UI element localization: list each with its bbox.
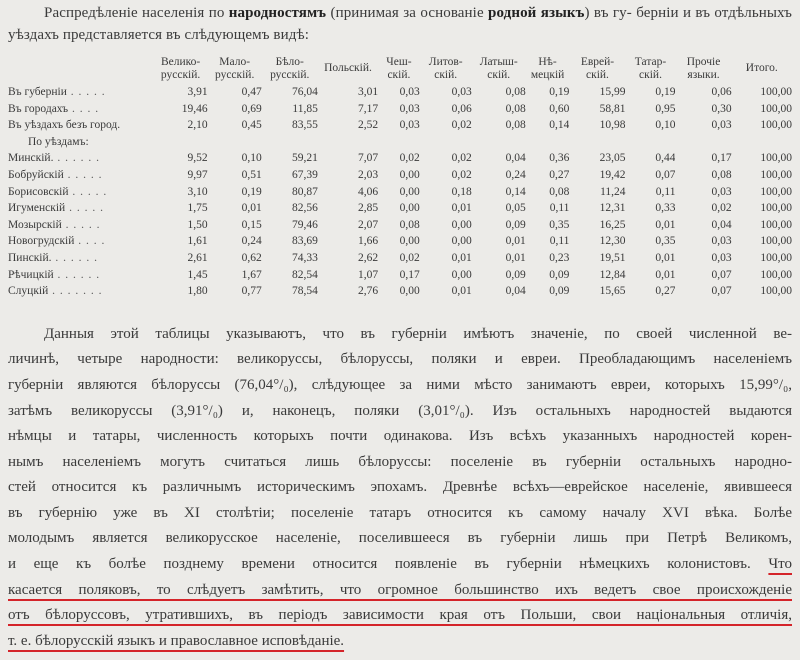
intro-text-line2: берніи и въ отдѣльныхъ уѣздахъ представляется въ слѣдующемъ видѣ: — [8, 5, 792, 43]
intro-text-2: (принимая за основаніе — [330, 5, 484, 21]
leader-dots: . . . . . . . — [48, 285, 103, 298]
table-cell: 0,00 — [451, 235, 472, 248]
text-line-content: молодымъ является великорусское населеніе, поселившееся въ губерніи лишь при Петрѣ Великомъ, — [8, 530, 792, 547]
column-header-line2: скій. — [434, 68, 458, 81]
text-line — [8, 501, 792, 527]
table-cell: 0,15 — [241, 218, 262, 231]
leader-dots: . . . . — [74, 235, 106, 248]
table-cell: 0,06 — [451, 102, 472, 115]
leader-dots: . . . . . . — [53, 268, 101, 281]
table-cell: 0,17 — [399, 268, 420, 281]
table-cell: 0,08 — [711, 168, 732, 181]
text-line — [8, 347, 792, 373]
row-label: Пинскій. — [8, 251, 52, 264]
table-cell: 12,84 — [599, 268, 626, 281]
leader-dots: . . . . . — [66, 86, 106, 98]
underlined-highlight: т. е. бѣлорусскій языкъ и православное исповѣданіе. — [8, 632, 345, 649]
row-label: Новогрудскій — [8, 235, 75, 248]
table-cell: 0,03 — [711, 235, 732, 248]
row-label-cell — [8, 250, 154, 267]
table-cell: 0,08 — [505, 86, 526, 98]
subheading-by-districts: По уѣздамъ: — [28, 135, 89, 148]
column-header — [526, 56, 570, 84]
table-cell: 12,30 — [599, 235, 626, 248]
text-line — [8, 322, 792, 348]
text-line-content: губерніи являются бѣлоруссы (76,04°/₀), слѣдующее за ними мѣсто занимаютъ евреи, которыхъ 15,99°/₀, — [8, 376, 792, 393]
column-header — [420, 56, 472, 84]
table-cell: 0,00 — [399, 235, 420, 248]
text-line — [8, 552, 792, 578]
table-cell: 0,11 — [549, 202, 570, 215]
table-cell: 0,04 — [711, 218, 732, 231]
leader-dots: . . . . . — [68, 185, 108, 198]
table-row — [8, 283, 792, 300]
row-label: Борисовскій — [8, 185, 69, 198]
table-cell: 78,54 — [291, 285, 318, 298]
table-cell: 0,08 — [549, 185, 570, 198]
column-header-line1: Мало- — [219, 56, 251, 68]
table-row — [8, 250, 792, 267]
row-label-cell — [8, 101, 154, 118]
table-cell: 2,85 — [358, 202, 379, 215]
table-cell: 100,00 — [760, 218, 792, 231]
table-cell: 11,85 — [292, 102, 318, 115]
leader-dots: . . . . . . — [51, 251, 99, 264]
intro-bold-nationalities: народностямъ — [228, 5, 327, 21]
table-cell: 0,03 — [399, 86, 420, 98]
table-cell: 0,08 — [505, 102, 526, 115]
table-cell: 0,03 — [399, 119, 420, 132]
table-cell: 100,00 — [760, 168, 792, 181]
table-cell: 0,03 — [711, 119, 732, 132]
row-label-cell — [8, 167, 154, 184]
table-cell: 67,39 — [291, 168, 318, 181]
table-cell: 2,03 — [358, 168, 379, 181]
table-cell: 0,01 — [655, 218, 676, 231]
table-cell: 0,01 — [451, 202, 472, 215]
table-cell: 0,01 — [451, 251, 472, 264]
table-cell: 0,11 — [549, 235, 570, 248]
table-cell: 7,17 — [358, 102, 379, 115]
column-header-line1: Литов- — [428, 56, 463, 68]
table-cell: 0,35 — [655, 235, 676, 248]
table-cell: 100,00 — [760, 185, 792, 198]
table-cell: 9,52 — [187, 152, 208, 165]
column-header — [208, 56, 262, 84]
table-cell: 76,04 — [291, 86, 318, 98]
table-cell: 0,17 — [711, 152, 732, 165]
table-cell: 0,10 — [655, 119, 676, 132]
text-line-content: личинѣ, четыре народности: великоруссы, бѣлоруссы, поляки и евреи. Преобладающимъ населеніемъ — [8, 351, 792, 368]
table-cell: 0,01 — [655, 268, 676, 281]
table-cell: 4,06 — [358, 185, 379, 198]
table-cell: 0,06 — [711, 86, 732, 98]
table-row — [8, 167, 792, 184]
row-label: Въ губерніи — [8, 86, 67, 98]
table-cell: 2,52 — [358, 119, 379, 132]
column-header-line1: Чеш- — [386, 56, 412, 68]
table-cell: 0,10 — [241, 152, 262, 165]
table-cell: 2,61 — [187, 251, 208, 264]
text-line-content: Данныя этой таблицы указываютъ, что въ губерніи имѣютъ значеніе, по своей численной ве- — [44, 325, 792, 342]
table-cell: 0,00 — [451, 268, 472, 281]
intro-paragraph — [8, 2, 792, 46]
leader-dots: . . . . . — [63, 168, 103, 181]
text-line — [8, 373, 792, 399]
column-header-line1: Татар- — [634, 56, 667, 68]
underlined-highlight: отъ бѣлоруссовъ, утратившихъ, въ періодъ зависимости края отъ Польши, свои національныя отличія, — [8, 607, 792, 624]
table-cell: 2,76 — [358, 285, 379, 298]
column-header-line2: языки. — [687, 68, 720, 81]
table-cell: 0,03 — [451, 86, 472, 98]
table-cell: 19,51 — [599, 251, 626, 264]
column-header — [378, 56, 420, 84]
leader-dots: . . . . . . — [53, 152, 100, 165]
table-cell: 0,30 — [711, 102, 732, 115]
table-cell: 82,56 — [291, 202, 318, 215]
table-cell: 100,00 — [760, 102, 792, 115]
table-cell: 0,33 — [655, 202, 676, 215]
table-cell: 0,19 — [549, 86, 570, 98]
table-cell: 12,31 — [599, 202, 626, 215]
table-cell: 100,00 — [760, 285, 792, 298]
row-label: Игуменскій — [8, 202, 66, 215]
column-header-line2: русскій. — [270, 68, 310, 81]
row-label: Рѣчицкій — [8, 268, 54, 281]
table-cell: 0,07 — [655, 168, 676, 181]
table-cell: 0,44 — [655, 152, 676, 165]
table-cell: 10,98 — [599, 119, 626, 132]
table-cell: 0,51 — [241, 168, 262, 181]
column-header-line1: Прочіе — [686, 56, 721, 68]
table-row — [8, 150, 792, 167]
table-cell: 0,01 — [505, 251, 526, 264]
table-cell: 0,60 — [549, 102, 570, 115]
row-label: Въ уѣздахъ безъ город. — [8, 119, 121, 132]
header-label-cell — [8, 56, 154, 84]
row-label: Въ городахъ — [8, 102, 69, 115]
table-cell: 0,00 — [399, 285, 420, 298]
table-cell: 0,18 — [451, 185, 472, 198]
table-cell: 0,00 — [399, 185, 420, 198]
table-cell: 1,66 — [358, 235, 379, 248]
table-cell: 0,14 — [549, 119, 570, 132]
text-line — [8, 399, 792, 425]
column-header-line2: русскій. — [160, 68, 201, 81]
table-row — [8, 117, 792, 134]
table-cell: 0,00 — [399, 168, 420, 181]
table-cell: 0,23 — [549, 251, 570, 264]
table-cell: 0,62 — [241, 251, 262, 264]
table-cell: 2,07 — [358, 218, 379, 231]
leader-dots: . . . . — [68, 102, 100, 115]
table-cell: 1,75 — [187, 202, 208, 215]
table-cell: 0,08 — [505, 119, 526, 132]
row-label-cell — [8, 217, 154, 234]
table-cell: 0,95 — [655, 102, 676, 115]
table-cell: 83,55 — [291, 119, 318, 132]
table-cell: 0,02 — [399, 251, 420, 264]
table-cell: 0,09 — [505, 218, 526, 231]
table-cell: 0,01 — [655, 251, 676, 264]
table-cell: 0,11 — [655, 185, 676, 198]
table-cell: 100,00 — [760, 86, 792, 98]
table-cell: 0,77 — [241, 285, 262, 298]
table-cell: 0,09 — [549, 285, 570, 298]
underlined-highlight: касается поляковъ, то слѣдуетъ замѣтить, что огромное большинство ихъ ведетъ свое происхожденіе — [8, 581, 792, 598]
table-cell: 0,27 — [655, 285, 676, 298]
table-cell: 0,03 — [711, 185, 732, 198]
underlined-highlight: Что — [768, 556, 792, 573]
table-cell: 100,00 — [760, 202, 792, 215]
table-cell: 15,99 — [599, 86, 626, 98]
table-cell: 100,00 — [760, 119, 792, 132]
leader-dots: . . . . . — [65, 202, 104, 215]
row-label-cell — [8, 233, 154, 250]
table-cell: 0,09 — [505, 268, 526, 281]
table-cell: 0,00 — [451, 218, 472, 231]
text-line — [8, 424, 792, 450]
table-cell: 0,27 — [549, 168, 570, 181]
row-label: Слуцкій — [8, 285, 49, 298]
nationality-table — [8, 56, 792, 300]
row-label-cell — [8, 150, 154, 167]
table-cell: 19,42 — [599, 168, 626, 181]
column-header-line1: Итого. — [745, 62, 778, 75]
text-line-content: нѣмцы и татары, численность которыхъ почти одинакова. Изъ всѣхъ указанныхъ народностей корен- — [8, 428, 792, 445]
row-label: Минскій. — [8, 152, 54, 165]
table-cell: 9,97 — [187, 168, 208, 181]
table-cell: 0,04 — [505, 285, 526, 298]
table-cell: 3,91 — [187, 86, 208, 98]
table-cell: 59,21 — [291, 152, 318, 165]
table-cell: 19,46 — [181, 102, 208, 115]
table-cell: 1,61 — [187, 235, 208, 248]
table-cell: 0,19 — [241, 185, 262, 198]
table-cell: 1,50 — [187, 218, 208, 231]
table-row — [8, 200, 792, 217]
table-cell: 0,05 — [505, 202, 526, 215]
table-cell: 0,24 — [505, 168, 526, 181]
table-cell: 0,01 — [451, 285, 472, 298]
table-cell: 0,01 — [505, 235, 526, 248]
table-cell: 74,33 — [291, 251, 318, 264]
column-header — [626, 56, 676, 84]
text-line-content: въ губернію уже въ XI столѣтіи; поселеніе татаръ относится къ самому началу XVI вѣка. Болѣе — [8, 504, 792, 521]
row-label-cell — [8, 84, 154, 101]
column-header-line2: скій. — [487, 68, 511, 81]
table-cell: 3,10 — [187, 185, 208, 198]
row-label-cell — [8, 184, 154, 201]
table-cell: 83,69 — [291, 235, 318, 248]
table-cell: 0,69 — [241, 102, 262, 115]
intro-text-1: Распредѣленіе населенія по — [44, 5, 225, 21]
table-cell: 0,08 — [399, 218, 420, 231]
text-line — [8, 578, 792, 604]
table-cell: 0,19 — [655, 86, 676, 98]
body-paragraph — [8, 322, 792, 655]
table-cell: 100,00 — [760, 235, 792, 248]
table-cell: 0,03 — [399, 102, 420, 115]
table-cell: 80,87 — [291, 185, 318, 198]
table-cell: 0,02 — [451, 152, 472, 165]
table-cell: 0,02 — [399, 152, 420, 165]
column-header-line2: скій. — [639, 68, 662, 81]
table-cell: 0,47 — [241, 86, 262, 98]
table-cell: 100,00 — [760, 251, 792, 264]
table-row — [8, 217, 792, 234]
column-header-line1: Бѣло- — [275, 56, 304, 68]
column-header-line2: русскій. — [214, 68, 255, 81]
intro-bold-native-language: родной языкъ — [488, 5, 585, 21]
column-header-line1: Латыш- — [479, 56, 518, 68]
text-line — [8, 629, 792, 655]
table-cell: 15,65 — [599, 285, 626, 298]
text-line — [8, 526, 792, 552]
table-cell: 0,09 — [549, 268, 570, 281]
row-label: Мозырскій — [8, 218, 62, 231]
table-cell: 0,35 — [549, 218, 570, 231]
table-row — [8, 101, 792, 118]
table-cell: 0,07 — [711, 285, 732, 298]
table-cell: 16,25 — [599, 218, 626, 231]
table-cell: 0,36 — [549, 152, 570, 165]
table-cell: 23,05 — [599, 152, 626, 165]
column-header-line2: скій. — [586, 68, 609, 81]
table-row — [8, 233, 792, 250]
text-line — [8, 603, 792, 629]
table-row — [8, 184, 792, 201]
row-label-cell — [8, 267, 154, 284]
table-row — [8, 84, 792, 101]
table-cell: 0,45 — [241, 119, 262, 132]
column-header — [569, 56, 625, 84]
column-header — [472, 56, 526, 84]
column-header — [732, 56, 792, 84]
table-cell: 1,07 — [358, 268, 379, 281]
table-cell: 100,00 — [760, 268, 792, 281]
table-cell: 0,01 — [241, 202, 262, 215]
table-cell: 100,00 — [760, 152, 792, 165]
table-header-row — [8, 56, 792, 84]
column-header — [262, 56, 318, 84]
table-cell: 1,45 — [187, 268, 208, 281]
table-cell: 2,62 — [358, 251, 379, 264]
table-cell: 0,02 — [451, 119, 472, 132]
table-cell: 0,03 — [711, 251, 732, 264]
text-line-content: нымъ населеніемъ могутъ считаться лишь бѣлоруссы: поселеніе въ губерніи остальныхъ народно- — [8, 453, 792, 470]
row-label-cell — [8, 200, 154, 217]
table-cell: 82,54 — [291, 268, 318, 281]
text-line-content: стей относится къ различнымъ историческимъ эпохамъ. Древнѣе всѣхъ—еврейское населеніе, явившееся — [8, 479, 792, 496]
text-line — [8, 475, 792, 501]
row-label: Бобруйскій — [8, 168, 64, 181]
row-label-cell — [8, 117, 154, 134]
table-cell: 0,04 — [505, 152, 526, 165]
table-cell: 0,07 — [711, 268, 732, 281]
table-cell: 0,24 — [241, 235, 262, 248]
leader-dots: . . . . . — [61, 218, 101, 231]
table-cell: 79,46 — [291, 218, 318, 231]
table-cell: 0,14 — [505, 185, 526, 198]
table-cell: 58,81 — [599, 102, 626, 115]
subheading-row — [8, 134, 792, 151]
row-label-cell — [8, 283, 154, 300]
table-cell: 3,01 — [358, 86, 379, 98]
text-line-content: затѣмъ великоруссы (3,91°/₀) и, наконецъ, поляки (3,01°/₀). Изъ остальныхъ народностей выдаются — [8, 402, 792, 419]
table-cell: 0,02 — [711, 202, 732, 215]
table-cell: 1,80 — [187, 285, 208, 298]
column-header-line1: Еврей- — [580, 56, 615, 68]
column-header-line1: Велико- — [160, 56, 201, 68]
column-header-line1: Польскій. — [324, 62, 372, 75]
table-row — [8, 267, 792, 284]
table-cell: 0,02 — [451, 168, 472, 181]
text-line — [8, 450, 792, 476]
column-header-line2: скій. — [387, 68, 411, 81]
intro-text-3: ) въ гу- — [584, 5, 632, 21]
column-header-line1: Нѣ- — [538, 56, 557, 68]
table-cell: 1,67 — [241, 268, 262, 281]
table-cell: 0,00 — [399, 202, 420, 215]
table-cell: 7,07 — [358, 152, 379, 165]
text-line-content: и еще къ болѣе позднему времени относится появленіе въ губерніи нѣмецкихъ колонистовъ. — [8, 556, 769, 573]
column-header-line2: мецкій — [530, 68, 565, 81]
table-cell: 11,24 — [600, 185, 626, 198]
column-header — [675, 56, 731, 84]
column-header — [318, 56, 378, 84]
table-cell: 2,10 — [187, 119, 208, 132]
column-header — [154, 56, 208, 84]
